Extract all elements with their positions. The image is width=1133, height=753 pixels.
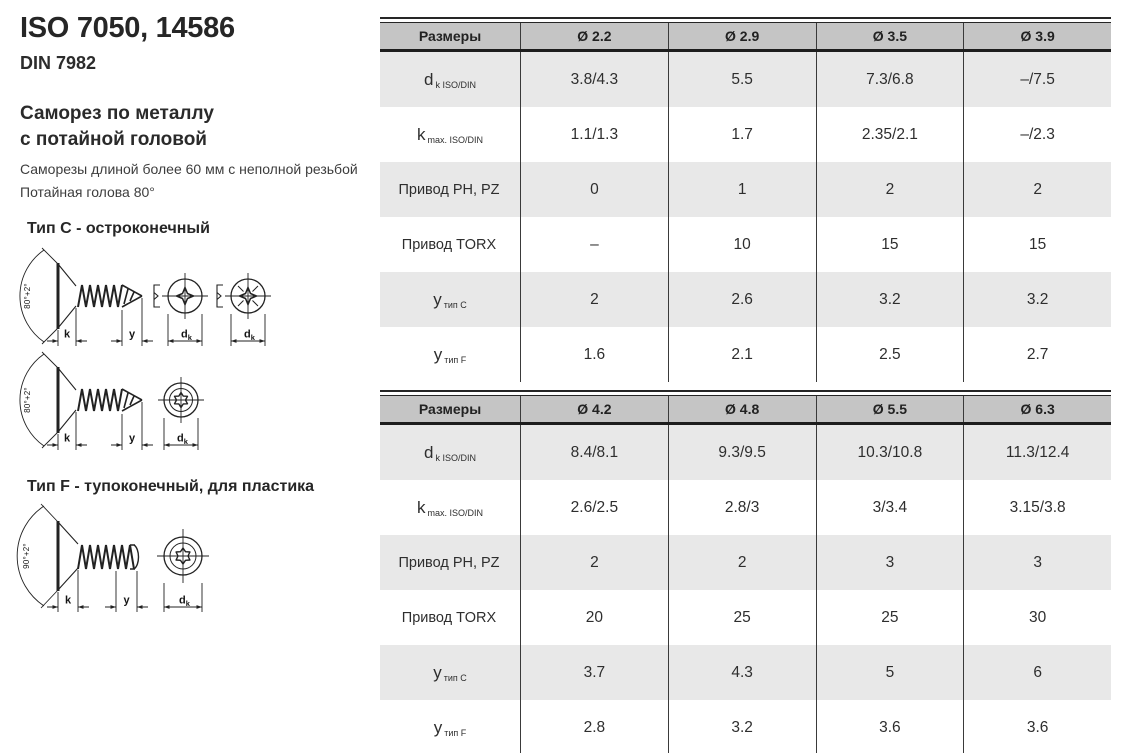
dimensions-table-large-diameters: [380, 390, 1111, 753]
ph-recess-head-view: [154, 273, 208, 346]
angle-dimension: [20, 248, 58, 344]
table-cell: 3: [963, 535, 1111, 590]
din-subtitle: DIN 7982: [20, 53, 97, 73]
column-header-diameter: Ø 4.8: [668, 396, 816, 422]
k-dimension: [47, 412, 87, 450]
table-cell: 3.15/3.8: [963, 480, 1111, 535]
table-cell: 3.2: [816, 272, 964, 327]
table-cell: 2.7: [963, 327, 1111, 382]
table-cell: 4.3: [668, 645, 816, 700]
table-cell: 11.3/12.4: [963, 425, 1111, 480]
angle-dimension: [17, 504, 58, 608]
table-cell: –: [520, 217, 668, 272]
table-header-row: [380, 395, 1111, 425]
table-cell: 2: [963, 162, 1111, 217]
column-header-diameter: Ø 5.5: [816, 396, 964, 422]
type-c-heading: Тип C - остроконечный: [27, 220, 210, 237]
angle-label: 80°+2°: [23, 283, 32, 309]
k-dimension: [47, 308, 87, 346]
row-label: k max. ISO/DIN: [416, 124, 483, 145]
dimensions-table-small-diameters: [380, 17, 1111, 382]
table-cell: 2.8: [520, 700, 668, 753]
y-dim-label: y: [128, 432, 136, 445]
column-header-diameter: Ø 4.2: [520, 396, 668, 422]
page-title: ISO 7050, 14586: [20, 12, 235, 44]
table-cell: 3.2: [668, 700, 816, 753]
row-label: y тип F: [433, 344, 467, 365]
table-cell: 10: [668, 217, 816, 272]
table-cell: 3/3.4: [816, 480, 964, 535]
product-title: [20, 101, 214, 153]
product-title-line2: с потайной головой: [20, 129, 207, 150]
type-f-screw-torx-drawing: [8, 498, 240, 620]
column-header-diameter: Ø 2.9: [668, 23, 816, 49]
table-row-y-type-f: [380, 327, 1111, 382]
table-cell: 2.35/2.1: [816, 107, 964, 162]
row-label: Привод PH, PZ: [398, 554, 500, 571]
angle-dimension: [20, 352, 58, 448]
row-label: Привод PH, PZ: [398, 181, 500, 198]
table-cell: 2.5: [816, 327, 964, 382]
table-cell: –/7.5: [963, 52, 1111, 107]
row-label: d k ISO/DIN: [424, 442, 476, 463]
type-c-screw-ph-pz-drawing: [8, 244, 280, 350]
column-header-diameter: Ø 3.5: [816, 23, 964, 49]
screw-side-view: [58, 521, 139, 591]
table-cell: 2.8/3: [668, 480, 816, 535]
table-cell: 7.3/6.8: [816, 52, 964, 107]
table-cell: 2: [520, 535, 668, 590]
table-cell: 2.6/2.5: [520, 480, 668, 535]
table-cell: 5.5: [668, 52, 816, 107]
table-header-row: [380, 22, 1111, 52]
column-header-diameter: Ø 6.3: [963, 396, 1111, 422]
y-dimension: [105, 571, 148, 612]
table-cell: 30: [963, 590, 1111, 645]
torx-recess-head-view: [158, 377, 204, 450]
table-row-kmax: [380, 480, 1111, 535]
table-cell: 0: [520, 162, 668, 217]
table-row-y-type-f: [380, 700, 1111, 753]
table-row-y-type-c: [380, 272, 1111, 327]
dk-dim-label: $d_k$: [177, 432, 188, 446]
description-line2: Потайная голова 80°: [20, 184, 155, 200]
table-cell: 15: [963, 217, 1111, 272]
table-cell: 2: [668, 535, 816, 590]
dk-dim-label: $d_k$: [181, 328, 192, 342]
row-label: d k ISO/DIN: [424, 69, 476, 90]
type-f-heading: Тип F - тупоконечный, для пластика: [27, 478, 315, 495]
product-title-line1: Саморез по металлу: [20, 103, 214, 124]
table-cell: 3.6: [816, 700, 964, 753]
table-cell: 2: [520, 272, 668, 327]
table-cell: 1: [668, 162, 816, 217]
table-cell: 25: [816, 590, 964, 645]
table-cell: 1.6: [520, 327, 668, 382]
table-cell: 9.3/9.5: [668, 425, 816, 480]
column-header-diameter: Ø 3.9: [963, 23, 1111, 49]
product-description: [20, 158, 358, 204]
table-row-drive-ph-pz: [380, 535, 1111, 590]
table-cell: 2: [816, 162, 964, 217]
k-dimension: [47, 570, 89, 612]
dk-dim-label: $d_k$: [179, 594, 190, 608]
angle-label: 80°+2°: [23, 387, 32, 413]
table-cell: –/2.3: [963, 107, 1111, 162]
y-dim-label: y: [128, 328, 136, 341]
table-cell: 3: [816, 535, 964, 590]
y-dim-label: y: [123, 594, 130, 607]
table-cell: 1.1/1.3: [520, 107, 668, 162]
column-header-diameter: Ø 2.2: [520, 23, 668, 49]
description-line1: Саморезы длиной более 60 мм с неполной резьбой: [20, 161, 358, 177]
table-cell: 20: [520, 590, 668, 645]
column-header-sizes: Размеры: [418, 28, 482, 44]
column-header-sizes: Размеры: [418, 401, 482, 417]
table-row-dk: [380, 425, 1111, 480]
table-row-dk: [380, 52, 1111, 107]
table-row-drive-torx: [380, 217, 1111, 272]
table-cell: 5: [816, 645, 964, 700]
row-label: Привод TORX: [401, 236, 497, 253]
table-row-kmax: [380, 107, 1111, 162]
row-label: y тип C: [433, 662, 467, 683]
table-row-y-type-c: [380, 645, 1111, 700]
screw-side-view: [58, 367, 142, 433]
table-cell: 1.7: [668, 107, 816, 162]
type-c-screw-torx-drawing: [8, 348, 240, 454]
table-cell: 15: [816, 217, 964, 272]
table-cell: 3.7: [520, 645, 668, 700]
pz-recess-head-view: [217, 273, 271, 346]
table-cell: 2.1: [668, 327, 816, 382]
table-cell: 25: [668, 590, 816, 645]
angle-label: 90°+2°: [22, 543, 31, 569]
table-cell: 6: [963, 645, 1111, 700]
table-cell: 3.6: [963, 700, 1111, 753]
table-cell: 2.6: [668, 272, 816, 327]
table-cell: 8.4/8.1: [520, 425, 668, 480]
row-label: Привод TORX: [401, 609, 497, 626]
table-cell: 10.3/10.8: [816, 425, 964, 480]
table-cell: 3.2: [963, 272, 1111, 327]
table-cell: 3.8/4.3: [520, 52, 668, 107]
k-dim-label: k: [64, 594, 72, 607]
k-dim-label: k: [63, 328, 71, 341]
row-label: y тип F: [433, 717, 467, 738]
screw-side-view: [58, 263, 142, 329]
torx-recess-head-view: [157, 529, 209, 612]
dk-dim-label: $d_k$: [244, 328, 255, 342]
k-dim-label: k: [63, 432, 71, 445]
row-label: k max. ISO/DIN: [416, 497, 483, 518]
row-label: y тип C: [433, 289, 467, 310]
table-row-drive-ph-pz: [380, 162, 1111, 217]
table-row-drive-torx: [380, 590, 1111, 645]
